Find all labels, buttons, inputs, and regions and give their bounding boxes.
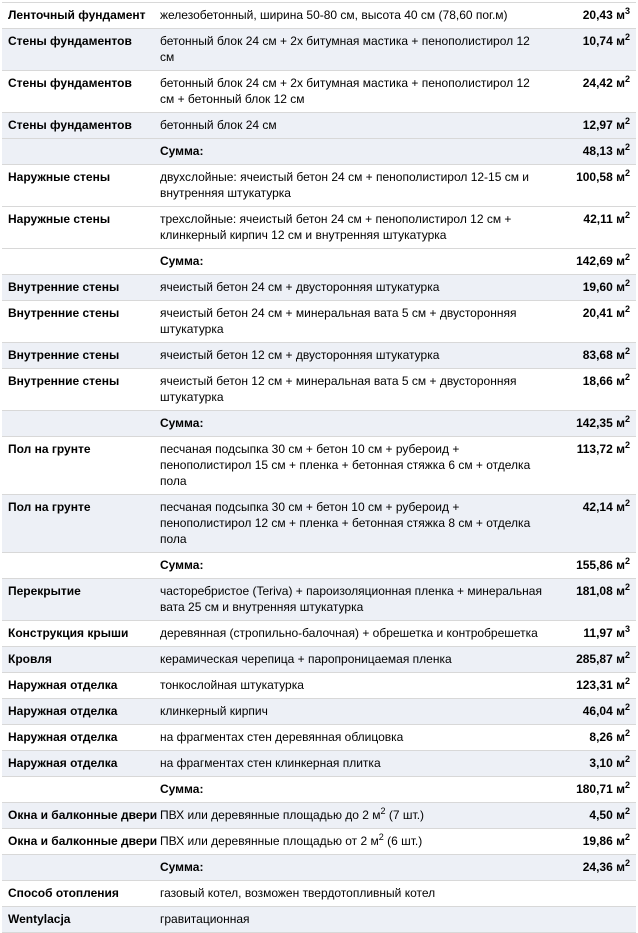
table-row <box>2 751 636 777</box>
category-cell: Наружная отделка <box>2 725 154 751</box>
table-row <box>2 139 636 165</box>
category-cell: Окна и балконные двери <box>2 803 154 829</box>
value-cell: 181,08 $м^2$ <box>552 579 636 621</box>
table-row <box>2 829 636 855</box>
table-row <box>2 777 636 803</box>
description-cell: ячеистый бетон 12 см + двусторонняя штукатурка <box>154 343 552 369</box>
table-row <box>2 71 636 113</box>
value-cell <box>552 907 636 933</box>
sum-label: Сумма: <box>154 139 552 165</box>
value-cell: 142,69 $м^2$ <box>552 249 636 275</box>
value-superscript: 2 <box>624 702 630 712</box>
value-cell: 46,04 $м^2$ <box>552 699 636 725</box>
value-superscript: 2 <box>624 582 630 592</box>
category-cell: Способ отопления <box>2 881 154 907</box>
category-cell: Внутренние стены <box>2 301 154 343</box>
category-cell: Стены фундаментов <box>2 29 154 71</box>
description-cell: деревянная (стропильно-балочная) + обрешетка и контробрешетка <box>154 621 552 647</box>
value-superscript: 2 <box>624 728 630 738</box>
description-cell: бетонный блок 24 см + 2х битумная мастика + пенополистирол 12 см + бетонный блок 12 см <box>154 71 552 113</box>
value-cell: 155,86 $м^2$ <box>552 553 636 579</box>
value-superscript: 2 <box>624 650 630 660</box>
sum-label: Сумма: <box>154 249 552 275</box>
value-cell: 24,42 $м^2$ <box>552 71 636 113</box>
description-cell: трехслойные: ячеистый бетон 24 см + пенополистирол 12 см + клинкерный кирпич 12 см и внутренняя штукатурка <box>154 207 552 249</box>
description-cell: газовый котел, возможен твердотопливный котел <box>154 881 552 907</box>
description-cell: двухслойные: ячеистый бетон 24 см + пенополистирол 12-15 см и внутренняя штукатурка <box>154 165 552 207</box>
table-row <box>2 907 636 933</box>
value-superscript: 2 <box>624 676 630 686</box>
value-superscript: 2 <box>624 278 630 288</box>
category-cell <box>2 249 154 275</box>
value-cell: 19,60 $м^2$ <box>552 275 636 301</box>
category-cell: Окна и балконные двери <box>2 829 154 855</box>
description-cell: тонкослойная штукатурка <box>154 673 552 699</box>
description-superscript: 2 <box>380 806 386 816</box>
value-cell: 11,97 $м^3$ <box>552 621 636 647</box>
value-cell: 18,66 $м^2$ <box>552 369 636 411</box>
category-cell <box>2 777 154 803</box>
description-cell: керамическая черепица + паропроницаемая пленка <box>154 647 552 673</box>
category-cell: Конструкция крыши <box>2 621 154 647</box>
value-cell: 20,43 $м^3$ <box>552 3 636 29</box>
table-row <box>2 369 636 411</box>
value-cell: 83,68 $м^2$ <box>552 343 636 369</box>
description-cell: песчаная подсыпка 30 см + бетон 10 см + рубероид + пенополистирол 15 см + пленка + бетонная стяжка 6 см + отделка пола <box>154 437 552 495</box>
description-cell: бетонный блок 24 см <box>154 113 552 139</box>
sum-label: Сумма: <box>154 553 552 579</box>
value-superscript: 2 <box>624 372 630 382</box>
value-superscript: 2 <box>624 754 630 764</box>
description-cell: ячеистый бетон 12 см + минеральная вата 5 см + двусторонняя штукатурка <box>154 369 552 411</box>
value-cell: 12,97 $м^2$ <box>552 113 636 139</box>
table-row <box>2 249 636 275</box>
category-cell: Перекрытие <box>2 579 154 621</box>
description-cell: песчаная подсыпка 30 см + бетон 10 см + рубероид + пенополистирол 12 см + пленка + бетонная стяжка 8 см + отделка пола <box>154 495 552 553</box>
value-cell: 123,31 $м^2$ <box>552 673 636 699</box>
table-row <box>2 411 636 437</box>
value-cell: 4,50 $м^2$ <box>552 803 636 829</box>
value-cell: 3,10 $м^2$ <box>552 751 636 777</box>
table-row <box>2 647 636 673</box>
value-cell: 142,35 $м^2$ <box>552 411 636 437</box>
value-cell: 180,71 $м^2$ <box>552 777 636 803</box>
category-cell: Наружная отделка <box>2 673 154 699</box>
table-row <box>2 673 636 699</box>
category-cell: Пол на грунте <box>2 437 154 495</box>
value-superscript: 2 <box>624 780 630 790</box>
value-cell: 20,41 $м^2$ <box>552 301 636 343</box>
category-cell: Wentylacja <box>2 907 154 933</box>
table-row <box>2 275 636 301</box>
description-superscript: 2 <box>378 832 384 842</box>
sum-label: Сумма: <box>154 777 552 803</box>
description-cell: ПВХ или деревянные площадью от 2 $м^2$ (6 шт.) <box>154 829 552 855</box>
category-cell: Пол на грунте <box>2 495 154 553</box>
value-superscript: 2 <box>624 498 630 508</box>
description-cell: на фрагментах стен деревянная облицовка <box>154 725 552 751</box>
value-superscript: 2 <box>624 74 630 84</box>
value-cell: 19,86 $м^2$ <box>552 829 636 855</box>
table-row <box>2 437 636 495</box>
category-cell <box>2 411 154 437</box>
value-superscript: 2 <box>624 304 630 314</box>
value-superscript: 2 <box>624 142 630 152</box>
table-row <box>2 29 636 71</box>
value-cell: 113,72 $м^2$ <box>552 437 636 495</box>
category-cell: Внутренние стены <box>2 343 154 369</box>
value-cell: 8,26 $м^2$ <box>552 725 636 751</box>
description-cell: ячеистый бетон 24 см + минеральная вата 5 см + двусторонняя штукатурка <box>154 301 552 343</box>
table-row <box>2 343 636 369</box>
description-cell: железобетонный, ширина 50-80 см, высота 40 см (78,60 пог.м) <box>154 3 552 29</box>
value-superscript: 2 <box>624 806 630 816</box>
spec-table-body <box>2 3 636 933</box>
table-row <box>2 165 636 207</box>
value-superscript: 2 <box>624 210 630 220</box>
sum-label: Сумма: <box>154 855 552 881</box>
value-superscript: 2 <box>624 116 630 126</box>
value-superscript: 3 <box>624 624 630 634</box>
value-superscript: 2 <box>624 32 630 42</box>
value-superscript: 2 <box>624 414 630 424</box>
table-row <box>2 621 636 647</box>
value-superscript: 2 <box>624 346 630 356</box>
description-cell: на фрагментах стен клинкерная плитка <box>154 751 552 777</box>
value-cell: 42,11 $м^2$ <box>552 207 636 249</box>
category-cell <box>2 139 154 165</box>
value-superscript: 2 <box>624 440 630 450</box>
description-cell: гравитационная <box>154 907 552 933</box>
description-cell: ячеистый бетон 24 см + двусторонняя штукатурка <box>154 275 552 301</box>
description-cell: часторебристое (Teriva) + пароизоляционная пленка + минеральная вата 25 см и внутренняя штукатурка <box>154 579 552 621</box>
sum-label: Сумма: <box>154 411 552 437</box>
table-row <box>2 495 636 553</box>
table-row <box>2 699 636 725</box>
value-cell: 100,58 $м^2$ <box>552 165 636 207</box>
category-cell: Стены фундаментов <box>2 71 154 113</box>
table-row <box>2 803 636 829</box>
value-superscript: 3 <box>624 6 630 16</box>
table-row <box>2 553 636 579</box>
value-superscript: 2 <box>624 168 630 178</box>
category-cell <box>2 553 154 579</box>
table-row <box>2 113 636 139</box>
table-row <box>2 207 636 249</box>
category-cell <box>2 855 154 881</box>
value-cell: 285,87 $м^2$ <box>552 647 636 673</box>
category-cell: Наружные стены <box>2 207 154 249</box>
description-cell: бетонный блок 24 см + 2х битумная мастика + пенополистирол 12 см <box>154 29 552 71</box>
table-row <box>2 579 636 621</box>
category-cell: Наружная отделка <box>2 699 154 725</box>
description-cell: ПВХ или деревянные площадью до 2 $м^2$ (7 шт.) <box>154 803 552 829</box>
table-row <box>2 301 636 343</box>
category-cell: Ленточный фундамент <box>2 3 154 29</box>
description-cell: клинкерный кирпич <box>154 699 552 725</box>
value-cell: 42,14 $м^2$ <box>552 495 636 553</box>
value-superscript: 2 <box>624 858 630 868</box>
category-cell: Наружные стены <box>2 165 154 207</box>
category-cell: Стены фундаментов <box>2 113 154 139</box>
category-cell: Кровля <box>2 647 154 673</box>
spec-table <box>2 2 636 933</box>
category-cell: Внутренние стены <box>2 275 154 301</box>
value-cell: 10,74 $м^2$ <box>552 29 636 71</box>
table-row <box>2 725 636 751</box>
value-cell: 24,36 $м^2$ <box>552 855 636 881</box>
table-row <box>2 855 636 881</box>
value-superscript: 2 <box>624 556 630 566</box>
value-superscript: 2 <box>624 832 630 842</box>
value-cell: 48,13 $м^2$ <box>552 139 636 165</box>
category-cell: Внутренние стены <box>2 369 154 411</box>
table-row <box>2 3 636 29</box>
value-superscript: 2 <box>624 252 630 262</box>
category-cell: Наружная отделка <box>2 751 154 777</box>
